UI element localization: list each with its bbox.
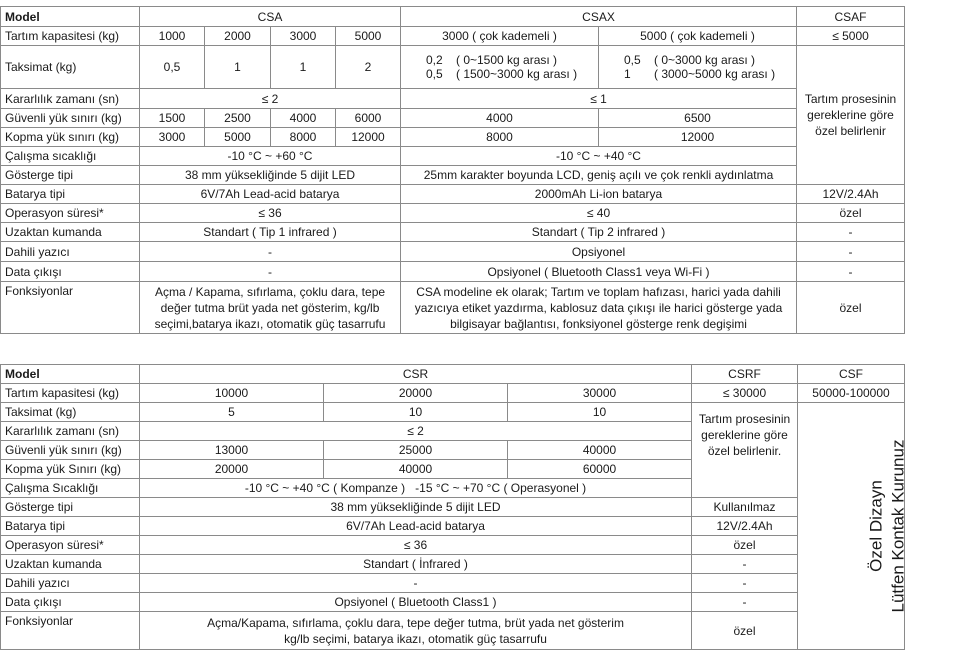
division-range: ( 3000~5000 kg arası )	[654, 67, 776, 81]
row-label: Operasyon süresi*	[1, 204, 140, 223]
row-label: Uzaktan kumanda	[1, 223, 140, 242]
row-label: Kararlılık zamanı (sn)	[1, 422, 140, 441]
cell-value: 2000	[205, 27, 271, 46]
table-row	[1, 517, 905, 536]
spec-table-csr-csrf-csf	[0, 364, 908, 650]
cell-value: 0,5	[140, 46, 205, 89]
cell-value: ≤ 40	[401, 204, 797, 223]
row-label: Güvenli yük sınırı (kg)	[1, 441, 140, 460]
division-value: 0,5	[624, 53, 641, 67]
cell-value: Standart ( Tip 1 infrared )	[140, 223, 401, 242]
cell-value: 40000	[508, 441, 692, 460]
cell-value: 3000	[271, 27, 336, 46]
table-row	[1, 498, 905, 517]
row-label: Data çıkışı	[1, 262, 140, 282]
header-csax: CSAX	[401, 7, 797, 27]
cell-value: Standart ( İnfrared )	[140, 555, 692, 574]
table-row	[1, 403, 905, 422]
cell-value: 38 mm yüksekliğinde 5 dijit LED	[140, 498, 692, 517]
cell-value: 3000 ( çok kademeli )	[401, 27, 599, 46]
header-csaf: CSAF	[797, 7, 905, 27]
cell-value: özel	[692, 612, 798, 650]
header-csrf: CSRF	[692, 365, 798, 384]
cell-value: Opsiyonel ( Bluetooth Class1 veya Wi-Fi )	[401, 262, 797, 282]
cell-value: 3000	[140, 128, 205, 147]
cell-value: ≤ 1	[401, 89, 797, 109]
cell-value: -	[692, 555, 798, 574]
cell-value: ≤ 5000	[797, 27, 905, 46]
cell-value: ≤ 36	[140, 204, 401, 223]
cell-value: 25mm karakter boyunda LCD, geniş açılı ve çok renkli aydınlatma	[401, 166, 797, 185]
header-model: Model	[1, 7, 140, 27]
note-line: Lütfen Kontak Kurunuz	[888, 439, 908, 613]
cell-value: -	[692, 593, 798, 612]
cell-value: 10000	[140, 384, 324, 403]
function-line: bilgisayar bağlantısı, fonksiyonel gösterge renk degişimi	[450, 316, 747, 331]
table-row	[1, 536, 905, 555]
row-label: Gösterge tipi	[1, 498, 140, 517]
cell-value: 10	[508, 403, 692, 422]
cell-value: 30000	[508, 384, 692, 403]
row-label: Batarya tipi	[1, 185, 140, 204]
row-label: Dahili yazıcı	[1, 574, 140, 593]
row-label: Kopma yük sınırı (kg)	[1, 128, 140, 147]
cell-value: -	[140, 242, 401, 262]
table-row	[1, 612, 905, 650]
cell-value: 1500	[140, 109, 205, 128]
row-label: Tartım kapasitesi (kg)	[1, 27, 140, 46]
table-header-row	[1, 365, 905, 384]
note-line: Tartım prosesinin	[804, 92, 897, 106]
row-label: Gösterge tipi	[1, 166, 140, 185]
table-row	[1, 282, 905, 334]
function-line: Açma / Kapama, sıfırlama, çoklu dara, tepe	[154, 284, 386, 299]
cell-value: Opsiyonel ( Bluetooth Class1 )	[140, 593, 692, 612]
cell-value	[401, 46, 599, 89]
table-row	[1, 46, 905, 89]
cell-value: -	[797, 262, 905, 282]
table-row	[1, 185, 905, 204]
division-value: 0,2	[426, 53, 443, 67]
csf-note	[798, 403, 908, 650]
cell-value: 20000	[324, 384, 508, 403]
row-label: Kararlılık zamanı (sn)	[1, 89, 140, 109]
table-row	[1, 574, 905, 593]
header-csa: CSA	[140, 7, 401, 27]
note-line: Özel Dizayn	[866, 480, 886, 572]
division-range: ( 0~1500 kg arası )	[456, 53, 558, 67]
table-row	[1, 166, 905, 185]
cell-value	[401, 282, 797, 334]
row-label: Uzaktan kumanda	[1, 555, 140, 574]
spec-table-csa-csax-csaf	[0, 6, 905, 334]
note-line: Tartım prosesinin	[698, 412, 791, 426]
note-line: gereklerine göre	[701, 428, 788, 442]
cell-value: 50000-100000	[798, 384, 905, 403]
cell-value: 4000	[401, 109, 599, 128]
cell-value: 60000	[508, 460, 692, 479]
cell-value: 6V/7Ah Lead-acid batarya	[140, 185, 401, 204]
cell-value: Standart ( Tip 2 infrared )	[401, 223, 797, 242]
function-line: Açma/Kapama, sıfırlama, çoklu dara, tepe değer tutma, brüt yada net gösterim	[207, 615, 624, 630]
cell-value: 5000	[205, 128, 271, 147]
function-line: CSA modeline ek olarak; Tartım ve toplam hafızası, harici yada dahili	[416, 284, 781, 299]
row-label: Güvenli yük sınırı (kg)	[1, 109, 140, 128]
row-label: Kopma yük Sınırı (kg)	[1, 460, 140, 479]
row-label: Çalışma Sıcaklığı	[1, 479, 140, 498]
note-line: özel belirlenir.	[707, 444, 782, 458]
cell-value: 13000	[140, 441, 324, 460]
table-row	[1, 555, 905, 574]
cell-value: -10 °C ~ +40 °C	[401, 147, 797, 166]
table-row	[1, 27, 905, 46]
note-line: gereklerine göre	[807, 108, 894, 122]
note-line: özel belirlenir	[815, 124, 886, 138]
table-row	[1, 204, 905, 223]
function-line: kg/lb seçimi, batarya ikazı, otomatik güç tasarrufu	[284, 631, 547, 646]
csrf-note	[692, 403, 798, 498]
cell-value: 38 mm yüksekliğinde 5 dijit LED	[140, 166, 401, 185]
cell-value: 8000	[271, 128, 336, 147]
cell-value: 2	[336, 46, 401, 89]
row-label: Dahili yazıcı	[1, 242, 140, 262]
cell-value: ≤ 2	[140, 422, 692, 441]
row-label: Çalışma sıcaklığı	[1, 147, 140, 166]
header-csr: CSR	[140, 365, 692, 384]
cell-value: özel	[797, 282, 905, 334]
row-label: Fonksiyonlar	[1, 282, 140, 334]
function-line: seçimi,batarya ikazı, otomatik güç tasarrufu	[154, 316, 386, 331]
division-value: 1	[624, 67, 631, 81]
table-row	[1, 109, 905, 128]
cell-value	[140, 612, 692, 650]
cell-value: 25000	[324, 441, 508, 460]
cell-value: Opsiyonel	[401, 242, 797, 262]
cell-value: 1	[271, 46, 336, 89]
cell-value	[140, 282, 401, 334]
row-label: Taksimat (kg)	[1, 46, 140, 89]
cell-value: özel	[797, 204, 905, 223]
cell-value: 8000	[401, 128, 599, 147]
cell-value: 1000	[140, 27, 205, 46]
cell-value: 20000	[140, 460, 324, 479]
cell-value: Kullanılmaz	[692, 498, 798, 517]
cell-value: ≤ 2	[140, 89, 401, 109]
division-value: 0,5	[426, 67, 443, 81]
division-range: ( 1500~3000 kg arası )	[456, 67, 578, 81]
cell-value: 2500	[205, 109, 271, 128]
csaf-note	[797, 46, 905, 185]
cell-value: 4000	[271, 109, 336, 128]
cell-value: özel	[692, 536, 798, 555]
function-line: yazıcıya etiket yazdırma, kablosuz data çıkışı ile harici gösterge yada	[414, 300, 783, 315]
cell-value	[599, 46, 797, 89]
table-row	[1, 147, 905, 166]
cell-value: -	[140, 262, 401, 282]
row-label: Batarya tipi	[1, 517, 140, 536]
cell-value: ≤ 30000	[692, 384, 798, 403]
cell-value: 6000	[336, 109, 401, 128]
table-row	[1, 593, 905, 612]
cell-value: 40000	[324, 460, 508, 479]
cell-value: 10	[324, 403, 508, 422]
cell-value: 2000mAh Li-ion batarya	[401, 185, 797, 204]
cell-value: 5000 ( çok kademeli )	[599, 27, 797, 46]
cell-value: ≤ 36	[140, 536, 692, 555]
cell-value: -	[140, 574, 692, 593]
row-label: Taksimat (kg)	[1, 403, 140, 422]
cell-value: -	[797, 223, 905, 242]
table-row	[1, 384, 905, 403]
cell-value: 5	[140, 403, 324, 422]
csf-vertical-note	[865, 440, 909, 613]
header-model: Model	[1, 365, 140, 384]
division-range: ( 0~3000 kg arası )	[654, 53, 756, 67]
cell-value: 12V/2.4Ah	[797, 185, 905, 204]
cell-value: 1	[205, 46, 271, 89]
cell-value: 5000	[336, 27, 401, 46]
cell-value: 12000	[599, 128, 797, 147]
row-label: Operasyon süresi*	[1, 536, 140, 555]
cell-value: 6500	[599, 109, 797, 128]
table-row	[1, 223, 905, 242]
row-label: Data çıkışı	[1, 593, 140, 612]
table-row	[1, 128, 905, 147]
table-row	[1, 262, 905, 282]
row-label: Tartım kapasitesi (kg)	[1, 384, 140, 403]
cell-value: 12V/2.4Ah	[692, 517, 798, 536]
cell-value: 12000	[336, 128, 401, 147]
row-label: Fonksiyonlar	[1, 612, 140, 650]
cell-value: -10 °C ~ +40 °C ( Kompanze ) -15 °C ~ +70 °C ( Operasyonel )	[140, 479, 692, 498]
table-header-row	[1, 7, 905, 27]
table-row	[1, 242, 905, 262]
cell-value: 6V/7Ah Lead-acid batarya	[140, 517, 692, 536]
function-line: değer tutma brüt yada net gösterim, kg/lb	[160, 300, 380, 315]
cell-value: -	[692, 574, 798, 593]
table-row	[1, 89, 905, 109]
cell-value: -	[797, 242, 905, 262]
cell-value: -10 °C ~ +60 °C	[140, 147, 401, 166]
header-csf: CSF	[798, 365, 905, 384]
